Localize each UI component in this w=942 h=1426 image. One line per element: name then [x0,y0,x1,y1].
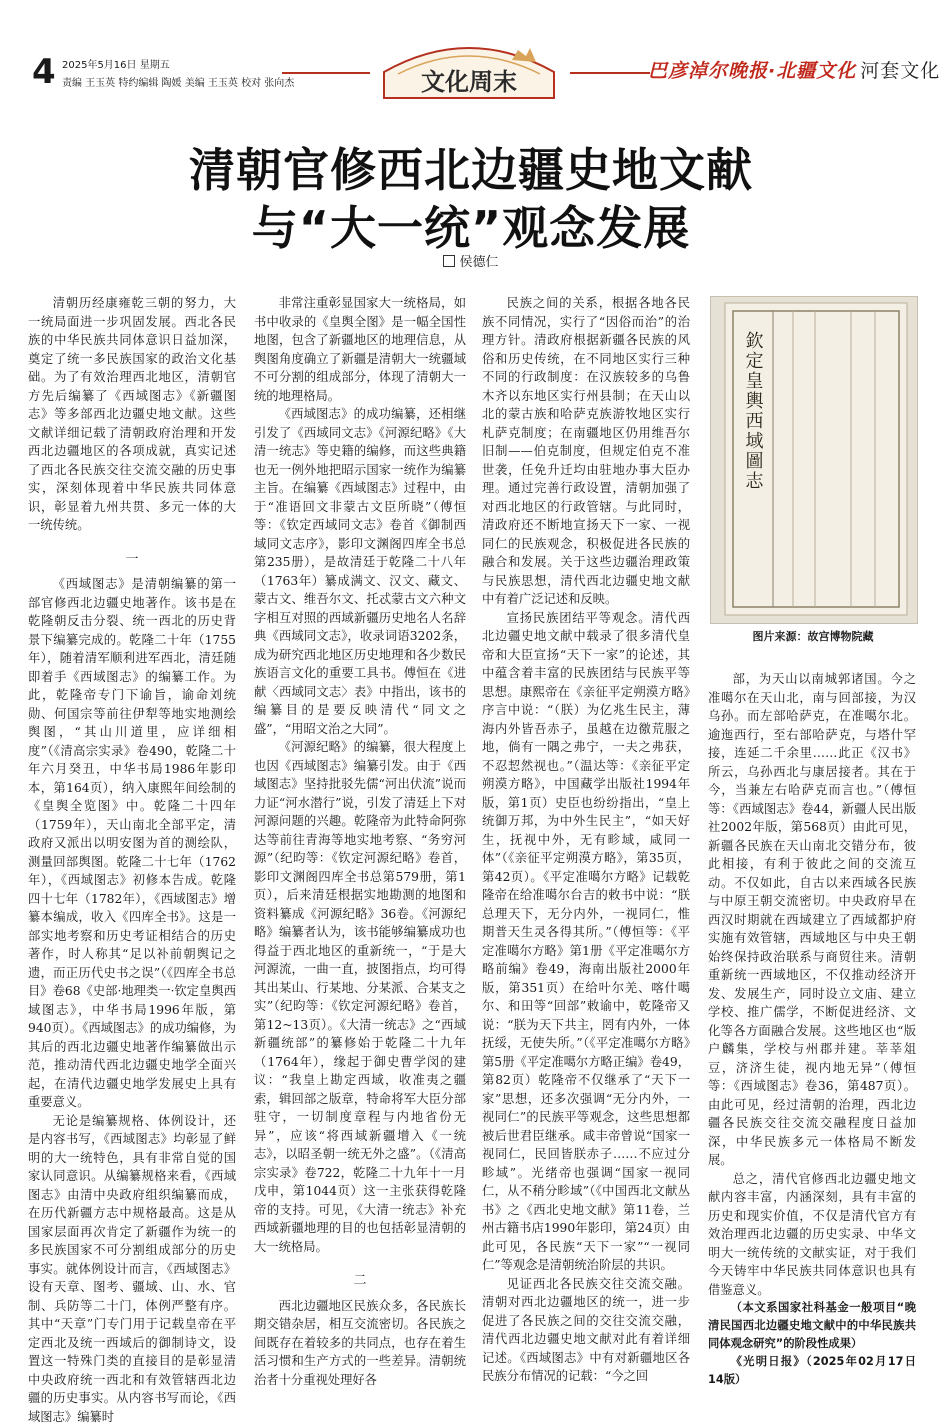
brand-line [648,56,940,83]
paragraph: 见证西北各民族交往交流交融。清朝对西北边疆地区的统一，进一步促进了各民族之间的交往交流交融，清代西北边疆史地文献对此有着详细记述。《西域图志》中有对新疆地区各民族分布情况的记载：“今之回 [482,1275,690,1386]
paragraph: 总之，清代官修西北边疆史地文献内容丰富，内涵深刻，具有丰富的历史和现实价值，不仅是清代官方有效治理西北边疆的历史实录、中华文明大一统传统的文献实证，对于我们今天铸牢中华民族共同体意识也具有借鉴意义。 [708,1170,916,1300]
page-number: 4 [32,52,56,92]
paragraph: 《西域图志》的成功编纂，还相继引发了《西域同文志》《河源纪略》《大清一统志》等史籍的编修，而这些典籍也无一例外地把昭示国家一统作为编纂主旨。在编纂《西域图志》过程中，由于“准语回文非蒙古文臣所晓”（傅恒等：《钦定西域同文志》卷首《御制西域同文志序》，影印文渊阁四库全书总第235册），是故清廷于乾隆二十八年（1763年）纂成满文、汉文、藏文、蒙古文、维吾尔文、托忒蒙古文六种文字相互对照的西域新疆历史地名人名辞典《西域同文志》，收录词语3202条，成为研究西北地区历史地理和各少数民族语言文化的重要工具书。傅恒在《进献〈西域同文志〉表》中指出，该书的编纂目的是要反映清代“同文之盛”，“用昭文治之大同”。 [254,405,466,738]
column-1 [28,294,236,1426]
paragraph: 无论是编纂规格、体例设计，还是内容书写，《西域图志》均彰显了鲜明的大一统特色，具有非常自觉的国家认同意识。从编纂规格来看，《西域图志》由清中央政府组织编纂而成，在历代新疆方志中规格最高。这是从国家层面再次肯定了新疆作为统一的多民族国家不可分割组成部分的历史事实。就体例设计而言，《西域图志》设有天章、图考、疆域、山、水、官制、兵防等二十门，体例严整有序。其中“天章”门专门用于记载皇帝在平定西北及统一西域后的御制诗文，设置这一特殊门类的直接目的是彰显清中央政府统一西北和有效管辖西北边疆的历史事实。从内容书写而论，《西域图志》编纂时 [28,1112,236,1426]
paragraph: 部，为天山以南城郭诸国。今之准噶尔在天山北，南与回部接，为汉乌孙。而左部哈萨克，在准噶尔北。逾迤西行，至右部哈萨克，与塔什罕接，连延二千余里……此正《汉书》所云，乌孙西北与康居接者。其在于今，当兼左右哈萨克而言也。”（傅恒等：《西域图志》卷44，新疆人民出版社2002年版，第568页）由此可见，新疆各民族在天山南北交错分布，彼此相接，有利于彼此之间的交流互动。不仅如此，自古以来西域各民族与中原王朝交流密切。中央政府早在西汉时期就在西域建立了西域都护府实施有效管辖，西域地区与中央王朝始终保持政治联系与商贸往来。清朝重新统一西域地区，不仅推动经济开发、发展生产，同时设立文庙、建立学校、推广儒学，不断促进经济、文化等各方面融合发展。这些地区也“版户麟集，学校与州郡并建。莘莘俎豆，济济生徒，视内地无异”（傅恒等：《西域图志》卷36，第487页）。由此可见，经过清朝的治理，西北边疆各民族交往交流交融程度日益加深，中华民族多元一体格局不断发展。 [708,670,916,1170]
paragraph: 《河源纪略》的编纂，很大程度上也因《西域图志》编纂引发。由于《西域图志》坚持批驳先儒“河出伏流”说而力证“河水潜行”说，引发了清廷上下对河源问题的兴趣。乾隆帝为此特命阿弥达等前往青海等地实地考察、“务穷河源”（纪昀等：《钦定河源纪略》卷首，影印文渊阁四库全书总第579册，第1页），后来清廷根据实地勘测的地图和资料纂成《河源纪略》36卷。《河源纪略》编纂者认为，该书能够编纂成功也得益于西北地区的重新统一，“于是大河源流，一曲一直，披图指点，均可得其出某山、行某地、分某派、合某支之实”（纪昀等：《钦定河源纪略》卷首，第12~13页）。《大清一统志》之“西域新疆统部”的纂修始于乾隆二十九年（1764年），缘起于御史曹学闵的建议：“我皇上勘定西域，收准夷之疆索，辑回部之版章，特命将军大臣分部驻守，一切制度章程与内地省份无异”，应该“将西域新疆增入《一统志》，以昭圣朝一统无外之盛”。（《清高宗实录》卷722，乾隆二十九年十一月戊申，第1044页）这一主张获得乾隆帝的支持。可见，《大清一统志》补充西域新疆地理的目的也包括彰显清朝的大一统格局。 [254,738,466,1256]
book-title-text: 欽定皇輿西域圖志 [743,331,764,491]
author-name: 侯德仁 [459,255,498,270]
photo-caption: 图片来源：故宫博物院藏 [710,628,916,644]
book-cover-image [711,297,917,623]
masthead [0,0,942,100]
header-rule-left [282,72,370,74]
byline-box-icon [443,255,455,267]
section-heading-2: 二 [254,1272,466,1291]
byline [0,251,942,270]
brand-name: 巴彦淖尔晚报·北疆文化 [648,60,856,82]
column-3 [482,294,690,1386]
map-ornament-icon [512,48,536,62]
paragraph: 非常注重彰显国家大一统格局，如书中收录的《皇舆全图》是一幅全国性地图，包含了新疆地区的地理信息，从舆图角度确立了新疆是清朝大一统疆域不可分割的组成部分，体现了清朝大一统的地理格局。 [254,294,466,405]
paragraph: 民族之间的关系，根据各地各民族不同情况，实行了“因俗而治”的治理方针。清政府根据新疆各民族的风俗和历史传统，在不同地区实行三种不同的行政制度：在汉族较多的乌鲁木齐以东地区实行州县制；在天山以北的蒙古族和哈萨克族游牧地区实行札萨克制度；在南疆地区仍用维吾尔旧制——伯克制度，但规定伯克不准世袭，任免升迁均由驻地办事大臣办理。通过完善行政设置，清朝加强了对西北地区的行政管辖。与此同时，清政府还不断地宣扬天下一家、一视同仁的民族观念，积极促进各民族的融合和发展。关于这些边疆治理政策与民族思想，清代西北边疆史地文献中有着广泛记述和反映。 [482,294,690,609]
funding-note [708,1299,916,1389]
article-title-line2: 与“大一统”观念发展 [0,192,942,258]
section-title: 文化周末 [421,68,517,96]
book-cover-photo [710,296,918,624]
section-badge [374,34,564,104]
column-2 [254,294,466,1389]
paragraph: 清朝历经康雍乾三朝的努力，大一统局面进一步巩固发展。西北各民族的中华民族共同体意识日益加深，奠定了统一多民族国家的政治文化基础。为了有效治理西北地区，清朝官方先后编纂了《西域图志》《新疆图志》等多部西北边疆史地文献。这些文献详细记载了清朝政府治理和开发西北边疆地区的各项成就，真实记述了西北各民族交往交流交融的历史事实，深刻体现着中华民族共同体意识，彰显着九州共贯、多元一体的大一统传统。 [28,294,236,535]
section-heading-1: 一 [28,551,236,570]
paragraph: 宣扬民族团结平等观念。清代西北边疆史地文献中载录了很多清代皇帝和大臣宣扬“天下一家”的论述，其中蕴含着丰富的民族团结与民族平等思想。康熙帝在《亲征平定朔漠方略》序言中说：“（朕）为亿兆生民主，薄海内外皆吾赤子，虽越在边徼荒服之地，倘有一隅之弗宁，一夫之弗获，不忍恝然视也。”（温达等：《亲征平定朔漠方略》，中国藏学出版社1994年版，第1页）史臣也纷纷指出，“皇上统御万邦，为中外生民主”，“如天好生，抚视中外，无有畛域，咸同一体”（《亲征平定朔漠方略》，第35页，第42页）。《平定准噶尔方略》记载乾隆帝在给准噶尔台吉的敕书中说：“朕总理天下，无分内外，一视同仁，惟期普天生灵各得其所。”（傅恒等：《平定准噶尔方略》第1册《平定准噶尔方略前编》卷49，海南出版社2000年版，第351页）在给叶尔羌、喀什噶尔、和田等“回部”敕谕中，乾隆帝又说：“朕为天下共主，罔有内外，一体抚绥，无使失所。”（《平定准噶尔方略》第5册《平定准噶尔方略正编》卷49，第82页）乾隆帝不仅继承了“天下一家”思想，还多次强调“无分内外，一视同仁”的民族平等观念，这些思想都被后世君臣继承。咸丰帝曾说“国家一视同仁，民回皆朕赤子……不应过分畛域”。光绪帝也强调“国家一视同仁，从不稍分畛域”（《中国西北文献丛书》之《西北史地文献》第11卷，兰州古籍书店1990年影印，第24页）由此可见，各民族“天下一家”“一视同仁”等观念是清朝统治阶层的共识。 [482,609,690,1275]
date-line: 2025年5月16日 星期五 [62,56,170,71]
column-4 [708,670,916,1389]
brand-suffix: 河套文化 [860,60,940,82]
header-rule-right [570,72,650,74]
paragraph: 西北边疆地区民族众多，各民族长期交错杂居，相互交流密切。各民族之间既存在着较多的共同点，也存在着生活习惯和生产方式的一些差异。清朝统治者十分重视处理好各 [254,1297,466,1390]
staff-line: 责编 王玉英 特约编辑 陶媛 美编 王玉英 校对 张向杰 [62,74,294,89]
funding-text: （本文系国家社科基金一般项目“晚清民国西北边疆史地文献中的中华民族共同体观念研究”的阶段性成果） [708,1299,916,1353]
article-title-line1: 清朝官修西北边疆史地文献 [0,134,942,200]
source-text: 《光明日报》（2025年02月17日14版） [708,1353,916,1389]
paragraph: 《西域图志》是清朝编纂的第一部官修西北边疆史地著作。该书是在乾隆朝反击分裂、统一西北的历史背景下编纂完成的。乾隆二十年（1755年），随着清军顺利进军西北，清廷随即着手《西域图志》的编纂工作。为此，乾隆帝专门下谕旨，谕命刘统勋、何国宗等前往伊犁等地实地测绘舆图，“其山川道里，应详细相度”（《清高宗实录》卷490，乾隆二十年六月癸丑，中华书局1986年影印本，第164页），纳入康熙年间绘制的《皇舆全览图》中。乾隆二十四年（1759年），天山南北全部平定，清政府又派出以明安图为首的测绘队，测量回部舆图。乾隆二十七年（1762年），《西域图志》初修本告成。乾隆四十七年（1782年），《西域图志》增纂本编成，收入《四库全书》。这是一部实地考察和历史考证相结合的历史著作，时人称其“足以补前朝舆记之遗，而正历代史书之误”（《四库全书总目》卷68《史部·地理类一·钦定皇舆西域图志》，中华书局1996年版，第940页）。《西域图志》的成功编修，为其后的西北边疆史地著作编纂做出示范，推动清代西北边疆史地学全面兴起，在清代边疆史地学发展史上具有重要意义。 [28,575,236,1112]
